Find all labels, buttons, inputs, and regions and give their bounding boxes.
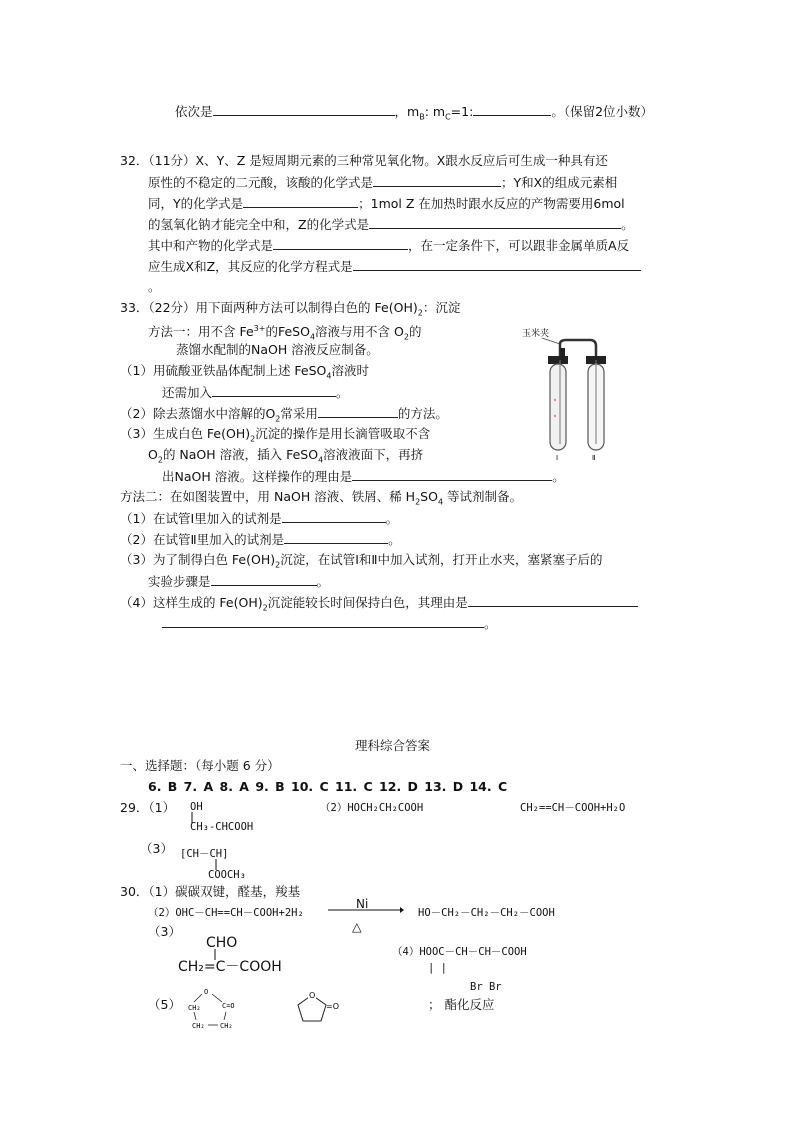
- q30-4-br: Br Br: [470, 981, 502, 993]
- q30-4-formula: （4）HOOC－CH－CH－COOH: [392, 946, 527, 958]
- blank[interactable]: [352, 467, 552, 481]
- q33-line4: （1）用硫酸亚铁晶体配制上述 FeSO$_4$溶液时: [120, 363, 370, 381]
- q30-3-cho: CHO: [206, 935, 238, 951]
- answers-section1: 一、选择题：（每小题 6 分）: [120, 758, 280, 773]
- q30-2-reactants: （2）OHC－CH==CH－COOH+2H₂: [148, 907, 304, 919]
- q33-line16: 。: [162, 614, 497, 633]
- blank[interactable]: [353, 257, 641, 271]
- answers-choices: 6. B 7. A 8. A 9. B 10. C 11. C 12. D 13. D 14. C: [148, 779, 508, 794]
- q30-2-heat: △: [352, 919, 362, 934]
- ring1-co: C=O: [222, 1002, 235, 1010]
- blank[interactable]: [243, 194, 358, 208]
- q29-3-label: （3）: [140, 841, 173, 856]
- q29-1-formula: CH₃-CHCOOH: [190, 821, 254, 833]
- q29-1-oh: OH: [190, 801, 203, 813]
- q33-line13: （3）为了制得白色 $Fe(OH)_2$沉淀，在试管Ⅰ和Ⅱ中加入试剂，打开止水夹，塞紧塞子后的: [120, 552, 603, 570]
- q32-line6: 应生成X和Z，其反应的化学方程式是: [148, 257, 641, 276]
- ring1-ch2a: CH₂: [188, 1004, 201, 1012]
- q30-4-bonds: | |: [428, 962, 447, 974]
- q32-line3: 同，Y的化学式是 ；1mol Z 在加热时跟水反应的产物需要用6mol: [148, 196, 625, 211]
- q32-line5: 其中和产物的化学式是 ，在一定条件下，可以跟非金属单质A反: [148, 238, 630, 253]
- blank[interactable]: [284, 530, 388, 544]
- q33-line10: 方法二：在如图装置中，用 NaOH 溶液、铁屑、稀 $H_2SO_4$ 等试剂制备。: [120, 489, 523, 507]
- q32-line1: 32．（11分）X、Y、Z 是短周期元素的三种常见氧化物。X跟水反应后可生成一种具有还: [120, 153, 608, 168]
- q33-line11: （1）在试管Ⅰ里加入的试剂是 。: [120, 511, 399, 526]
- blank[interactable]: [211, 572, 317, 586]
- lactone-structure-1: [178, 982, 248, 1034]
- q29-label: 29．（1）: [120, 800, 176, 815]
- blank[interactable]: [318, 404, 398, 418]
- blank[interactable]: [473, 102, 551, 116]
- lactone-structure-2: [288, 985, 354, 1031]
- q32-line2: 原性的不稳定的二元酸，该酸的化学式是 ；Y和X的组成元素相: [148, 175, 618, 190]
- reaction-arrow: [328, 905, 404, 915]
- q29-3-polymer: [CH－CH]: [180, 848, 229, 860]
- q33-line9: 出NaOH 溶液。这样操作的理由是 。: [162, 469, 565, 484]
- q30-5-label: （5）: [148, 997, 181, 1012]
- tube-2-label: Ⅱ: [592, 454, 596, 462]
- q33-line1: 33．（22分）用下面两种方法可以制得白色的 $Fe(OH)_2$：沉淀: [120, 300, 461, 318]
- q29-3-ester: COOCH₃: [208, 869, 246, 881]
- ring2-o: O: [309, 991, 316, 1000]
- q33-line7: （3）生成白色 $Fe(OH)_2$沉淀的操作是用长滴管吸取不含: [120, 426, 431, 444]
- q32-line7: 。: [148, 279, 161, 294]
- tube-1-label: Ⅰ: [556, 454, 559, 462]
- line-top: 依次是 ，$m_B$: $m_C=1$: 。（保留2位小数）: [175, 104, 654, 122]
- q33-line12: （2）在试管Ⅱ里加入的试剂是 。: [120, 532, 401, 547]
- blank[interactable]: [282, 509, 386, 523]
- q33-line6: （2）除去蒸馏水中溶解的$O_2$常采用 的方法。: [120, 406, 448, 424]
- q33-line2: 方法一：用不含 $Fe^{3+}$的FeSO$_4$溶液与用不含 $O_2$的: [148, 324, 422, 342]
- q32-line4: 的氢氧化钠才能完全中和，Z的化学式是 。: [148, 217, 634, 232]
- blank[interactable]: [212, 383, 336, 397]
- q30-2-catalyst: Ni: [356, 897, 369, 911]
- blank[interactable]: [162, 614, 484, 628]
- q29-bond: [189, 812, 195, 824]
- answers-title: 理科综合答案: [355, 738, 431, 753]
- q30-5-end: ； 酯化反应: [428, 997, 495, 1012]
- q33-line3: 蒸馏水配制的NaOH 溶液反应制备。: [176, 342, 379, 357]
- ring1-o: O: [204, 988, 209, 996]
- q33-line14: 实验步骤是 。: [148, 574, 330, 589]
- blank[interactable]: [369, 215, 621, 229]
- q29-2b: CH₂==CH－COOH+H₂O: [520, 802, 626, 814]
- figure-label: 玉米夹: [522, 329, 550, 339]
- q33-line15: （4）这样生成的 $Fe(OH)_2$沉淀能较长时间保持白色，其理由是: [120, 593, 638, 618]
- q29-2: （2）HOCH₂CH₂COOH: [320, 802, 424, 814]
- blank[interactable]: [373, 173, 501, 187]
- ring1-ch2b: CH₂: [192, 1022, 205, 1030]
- ring1-ch2c: CH₂: [220, 1022, 233, 1030]
- q30-2-product: HO－CH₂－CH₂－CH₂－COOH: [418, 907, 555, 919]
- blank[interactable]: [468, 593, 638, 607]
- q30-3-formula: CH₂=C－COOH: [178, 959, 282, 975]
- q33-line5: 还需加入 。: [162, 385, 349, 400]
- blank[interactable]: [273, 236, 408, 250]
- q30-1: 30．（1）碳碳双键，醛基，羧基: [120, 884, 301, 899]
- test-tube-apparatus-figure: [520, 320, 620, 462]
- q30-3-label: （3）: [148, 924, 181, 939]
- q33-line8: $O_2$的 NaOH 溶液，插入 FeSO$_4$溶液液面下，再挤: [148, 447, 424, 465]
- blank[interactable]: [213, 102, 395, 116]
- ring2-carbonyl: =O: [326, 1002, 339, 1011]
